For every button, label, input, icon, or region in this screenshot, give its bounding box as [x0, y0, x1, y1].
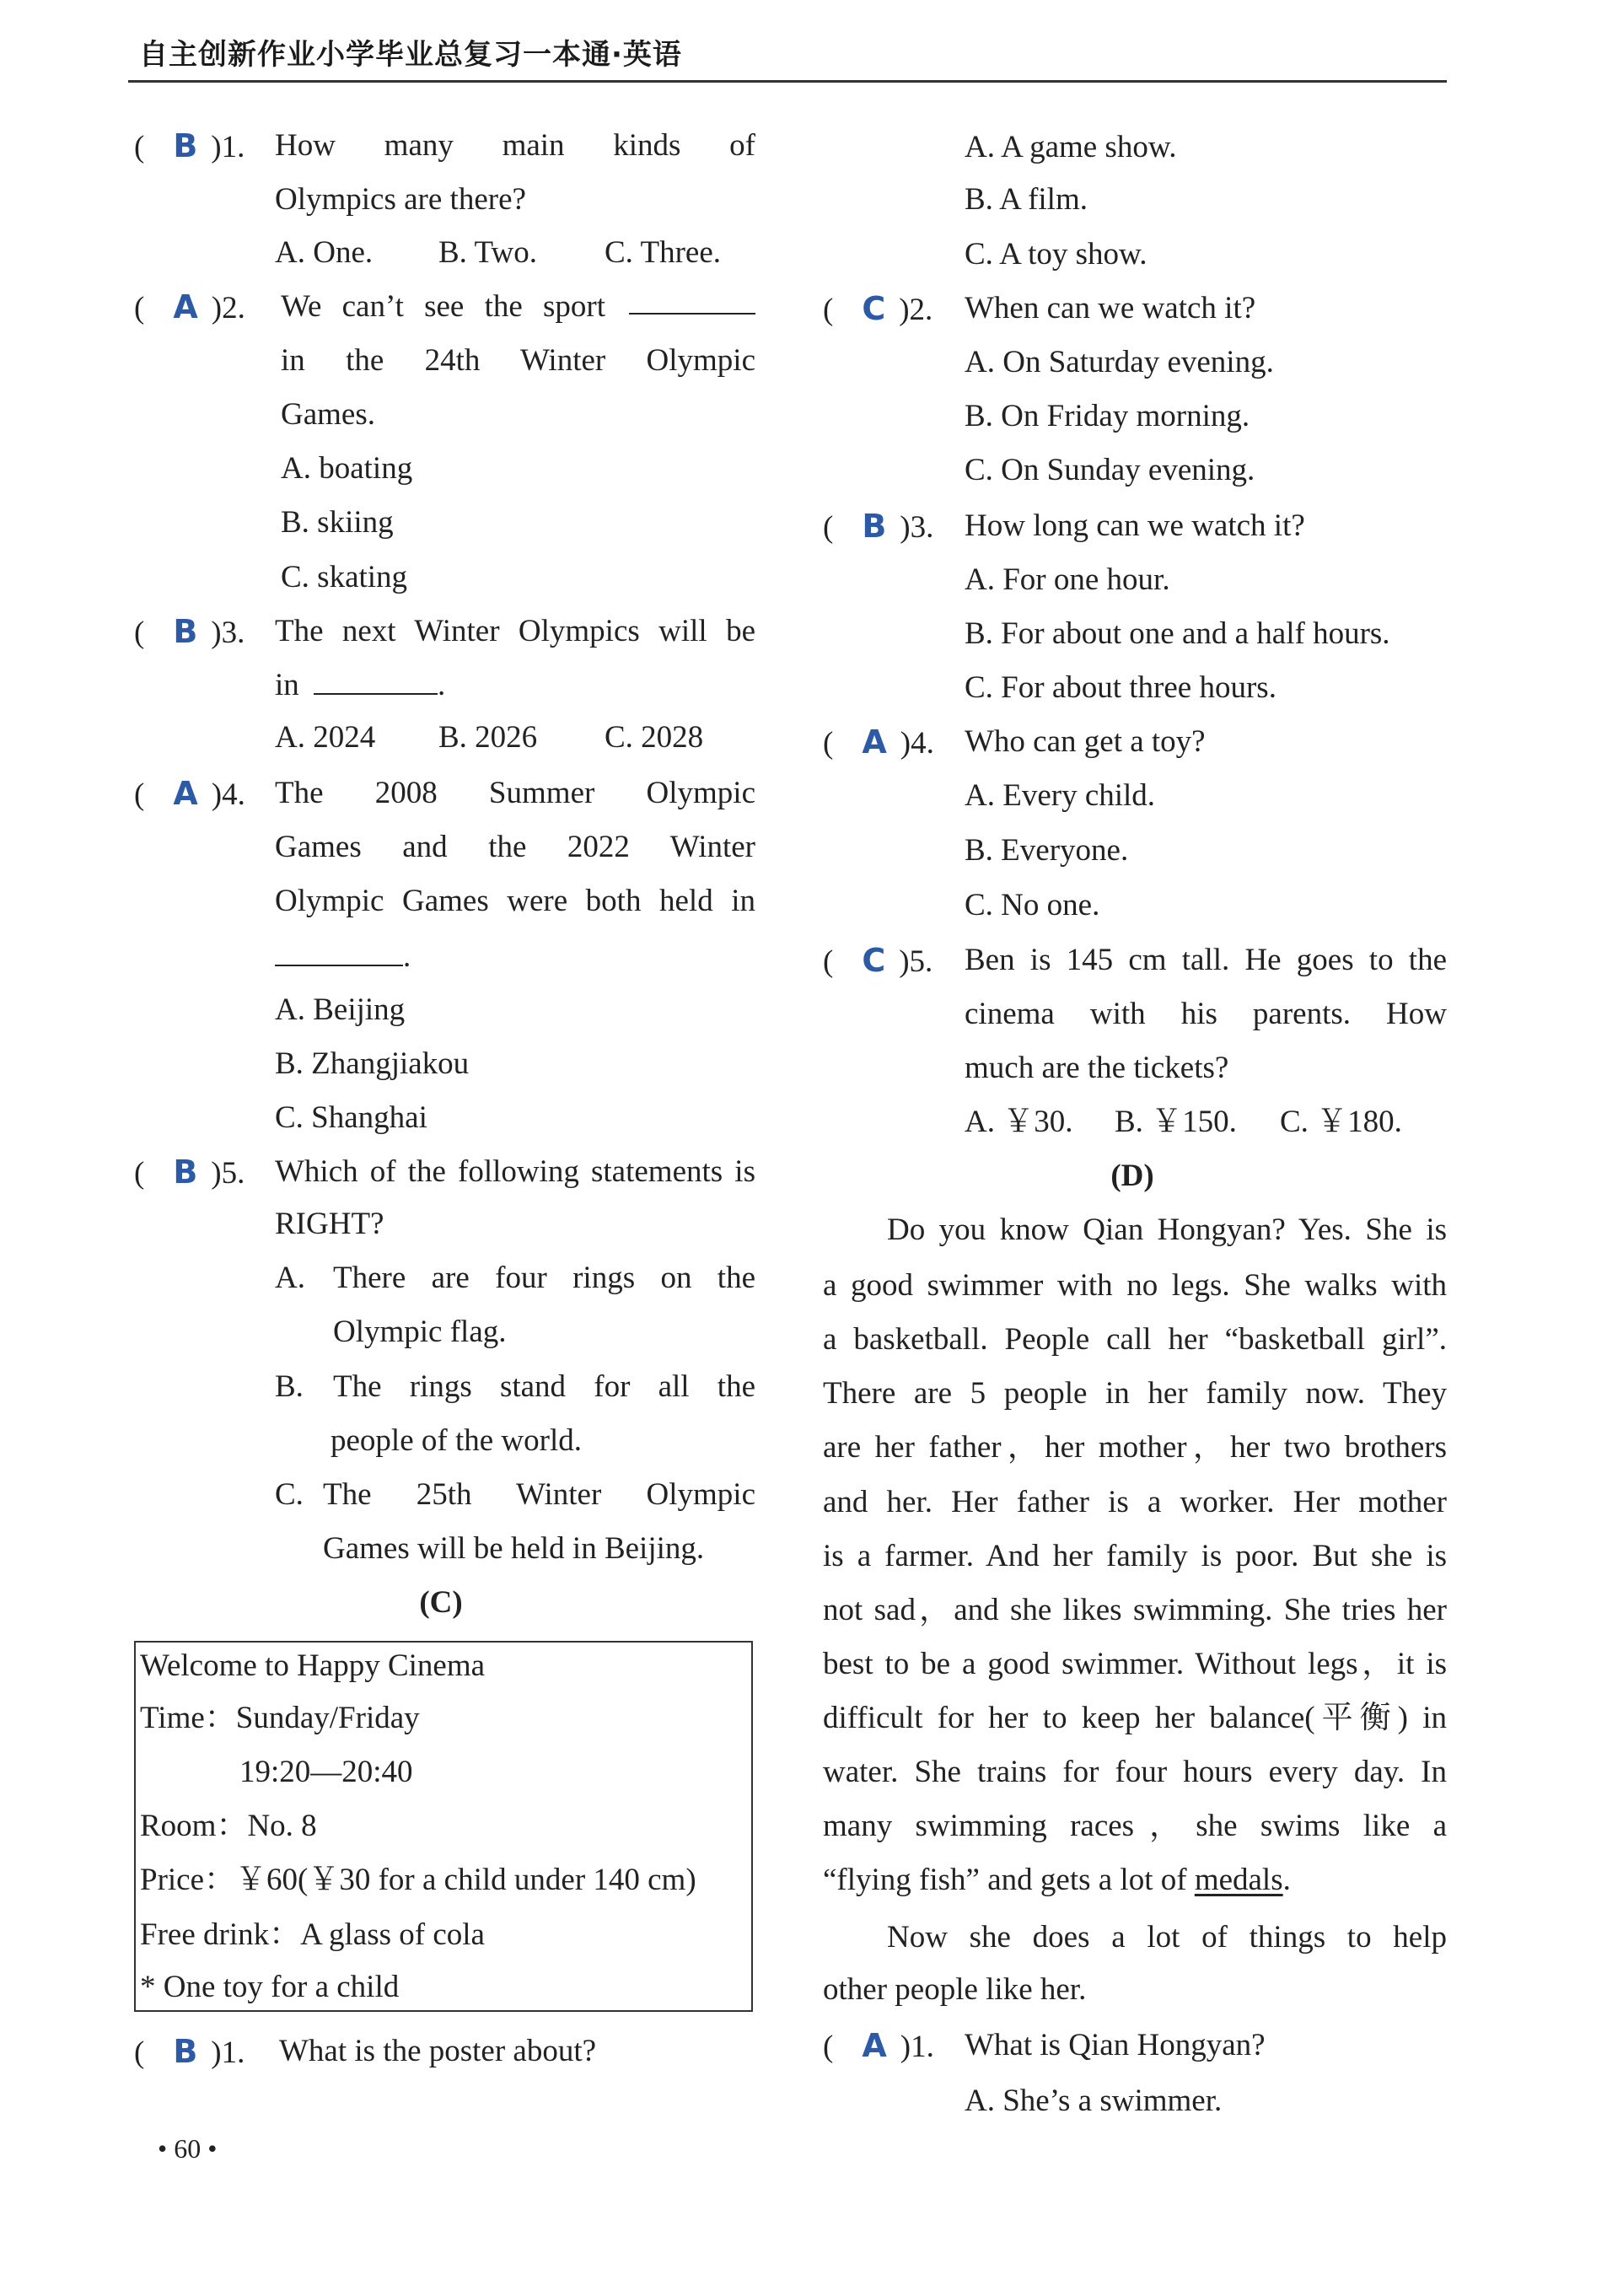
passage-text: . [1282, 1863, 1291, 1897]
poster-line: Price：￥60(￥30 for a child under 140 cm) [140, 1863, 696, 1897]
question-text: Ben is 145 cm tall. He goes to the [965, 943, 1447, 977]
option-a: A. boating [281, 451, 413, 486]
page-header-title: 自主创新作业小学毕业总复习一本通·英语 [139, 38, 682, 72]
question-prefix: ( B )3. [134, 613, 245, 650]
question-number: 2. [909, 293, 933, 327]
option-b-text: The rings stand for all the [333, 1369, 755, 1404]
passage-line: Now she does a lot of things to help [887, 1920, 1447, 1955]
question-d1 [823, 2026, 1447, 2065]
question-b1 [134, 126, 755, 165]
underlined-word: medals [1194, 1863, 1283, 1897]
question-prefix: ( A )2. [134, 288, 245, 325]
answer-blank [314, 668, 438, 695]
question-text: Olympics are there? [275, 182, 526, 217]
option-a: A. One. [275, 235, 374, 270]
poster-line: Room：No. 8 [140, 1809, 317, 1843]
option-c: C. Shanghai [275, 1100, 427, 1135]
option-a: A. For one hour. [965, 562, 1170, 597]
option-c: C. No one. [965, 888, 1100, 922]
question-prefix: ( A )4. [134, 775, 245, 812]
passage-line: There are 5 people in her family now. They [823, 1376, 1447, 1411]
answer-mark: C [862, 942, 886, 979]
question-text: . [403, 939, 411, 974]
option-c-text: Games will be held in Beijing. [323, 1531, 705, 1566]
question-text: . [438, 668, 446, 702]
option-b: B. 2026 [438, 720, 538, 755]
question-number: 1. [911, 2030, 934, 2064]
question-number: 2. [222, 291, 245, 325]
answer-mark: A [862, 723, 887, 761]
question-prefix: ( B )1. [134, 127, 245, 164]
option-b: B. Everyone. [965, 833, 1129, 868]
header-rule [128, 80, 1447, 83]
question-number: 5. [221, 1156, 245, 1191]
passage-line [823, 1861, 1291, 1900]
passage-line: a basketball. People call her “basketball girl”. [823, 1322, 1447, 1357]
answer-mark: B [173, 2033, 198, 2070]
passage-line: a good swimmer with no legs. She walks with [823, 1268, 1447, 1303]
option-c-text: The 25th Winter Olympic [323, 1477, 755, 1512]
question-number: 3. [221, 616, 245, 650]
question-number: 3. [910, 510, 934, 545]
passage-line: many swimming races，she swims like a [823, 1809, 1447, 1843]
option-b-text: people of the world. [331, 1423, 582, 1458]
answer-mark: A [173, 775, 198, 812]
answer-mark: B [173, 613, 198, 650]
question-text: Which of the following statements is [275, 1154, 755, 1189]
question-prefix: ( C )5. [823, 942, 933, 979]
question-text: The next Winter Olympics will be [275, 614, 755, 648]
question-text: We can’t see the sport [281, 289, 605, 324]
question-b2 [134, 288, 755, 326]
page-number: • 60 • [158, 2129, 217, 2168]
passage-line: best to be a good swimmer. Without legs，it is [823, 1647, 1447, 1681]
option-a: A. She’s a swimmer. [965, 2084, 1223, 2118]
passage-line: are her father，her mother，her two brothers [823, 1430, 1447, 1465]
question-text: What is Qian Hongyan? [965, 2028, 1266, 2062]
passage-line: not sad，and she likes swimming. She tries her [823, 1593, 1447, 1627]
option-c: C. A toy show. [965, 237, 1147, 272]
question-text: in the 24th Winter Olympic [281, 343, 755, 378]
question-number: 1. [221, 2035, 245, 2070]
option-c-label: C. [275, 1477, 304, 1512]
question-c1 [134, 2032, 755, 2071]
question-number: 1. [221, 130, 245, 164]
section-c-title: (C) [419, 1585, 463, 1620]
option-c: C. Three. [605, 235, 722, 270]
option-b: B. skiing [281, 505, 394, 540]
answer-mark: B [173, 127, 198, 164]
section-d-title: (D) [1110, 1159, 1154, 1193]
question-text: Games. [281, 397, 375, 432]
passage-line: difficult for her to keep her balance(平衡) in [823, 1701, 1447, 1735]
passage-line: other people like her. [823, 1972, 1087, 2007]
question-text: in [275, 668, 299, 702]
question-prefix: ( B )3. [823, 508, 934, 545]
question-line [275, 938, 411, 976]
answer-mark: C [862, 290, 886, 327]
option-a-text: Olympic flag. [333, 1315, 507, 1349]
option-a: A. ￥30. [965, 1105, 1073, 1139]
question-b5 [134, 1153, 755, 1191]
poster-line: Time：Sunday/Friday [140, 1701, 420, 1735]
option-a-text: There are four rings on the [333, 1261, 755, 1295]
question-text: The 2008 Summer Olympic [275, 776, 755, 810]
poster-line: 19:20—20:40 [239, 1755, 413, 1789]
question-text: RIGHT? [275, 1207, 384, 1241]
question-number: 4. [222, 777, 245, 812]
question-text: cinema with his parents. How [965, 997, 1447, 1031]
passage-line: Do you know Qian Hongyan? Yes. She is [887, 1213, 1447, 1247]
question-text: Games and the 2022 Winter [275, 830, 755, 864]
passage-line: water. She trains for four hours every day. In [823, 1755, 1447, 1789]
question-text: How long can we watch it? [965, 508, 1305, 543]
option-a: A. Beijing [275, 992, 406, 1027]
question-b3 [134, 612, 755, 651]
question-number: 5. [909, 944, 933, 979]
option-c: C. 2028 [605, 720, 704, 755]
option-c: C. For about three hours. [965, 670, 1276, 705]
answer-mark: B [173, 1153, 198, 1191]
question-c4 [823, 723, 1447, 761]
question-c3 [823, 507, 1447, 546]
option-b: B. On Friday morning. [965, 399, 1250, 433]
option-b: B. ￥150. [1115, 1105, 1237, 1139]
question-text: What is the poster about? [279, 2034, 597, 2068]
option-b: B. A film. [965, 182, 1088, 217]
option-a-label: A. [275, 1261, 305, 1295]
option-a: A. Every child. [965, 778, 1156, 813]
option-a: A. 2024 [275, 720, 376, 755]
option-a: A. A game show. [965, 130, 1177, 164]
poster-line: Free drink：A glass of cola [140, 1917, 485, 1952]
question-number: 4. [911, 726, 934, 761]
option-c: C. ￥180. [1280, 1105, 1402, 1139]
question-line [275, 666, 445, 705]
question-prefix: ( B )5. [134, 1153, 245, 1191]
option-b: B. Zhangjiakou [275, 1046, 470, 1081]
question-prefix: ( B )1. [134, 2033, 245, 2070]
question-prefix: ( A )1. [823, 2027, 934, 2064]
question-prefix: ( C )2. [823, 290, 933, 327]
question-text: Olympic Games were both held in [275, 884, 755, 918]
question-text: When can we watch it? [965, 291, 1256, 325]
option-b: B. Two. [438, 235, 537, 270]
answer-blank [275, 939, 403, 966]
question-c5 [823, 941, 1447, 980]
question-c2 [823, 289, 1447, 328]
answer-blank [629, 288, 755, 315]
answer-mark: A [862, 2027, 887, 2064]
option-c: C. On Sunday evening. [965, 453, 1255, 487]
option-b-label: B. [275, 1369, 304, 1404]
option-a: A. On Saturday evening. [965, 345, 1274, 379]
passage-text: “flying fish” and gets a lot of [823, 1863, 1195, 1897]
question-b4 [134, 774, 755, 813]
answer-mark: B [862, 508, 887, 545]
question-text: much are the tickets? [965, 1051, 1229, 1085]
question-text: Who can get a toy? [965, 724, 1206, 759]
option-c: C. skating [281, 560, 408, 594]
question-line [281, 288, 755, 326]
answer-mark: A [173, 288, 198, 325]
passage-line: is a farmer. And her family is poor. But she is [823, 1539, 1447, 1573]
question-text: How many main kinds of [275, 128, 755, 163]
poster-line: Welcome to Happy Cinema [140, 1648, 486, 1683]
option-b: B. For about one and a half hours. [965, 616, 1390, 651]
passage-line: and her. Her father is a worker. Her mother [823, 1485, 1447, 1519]
question-prefix: ( A )4. [823, 723, 934, 761]
poster-line: * One toy for a child [140, 1970, 400, 2004]
